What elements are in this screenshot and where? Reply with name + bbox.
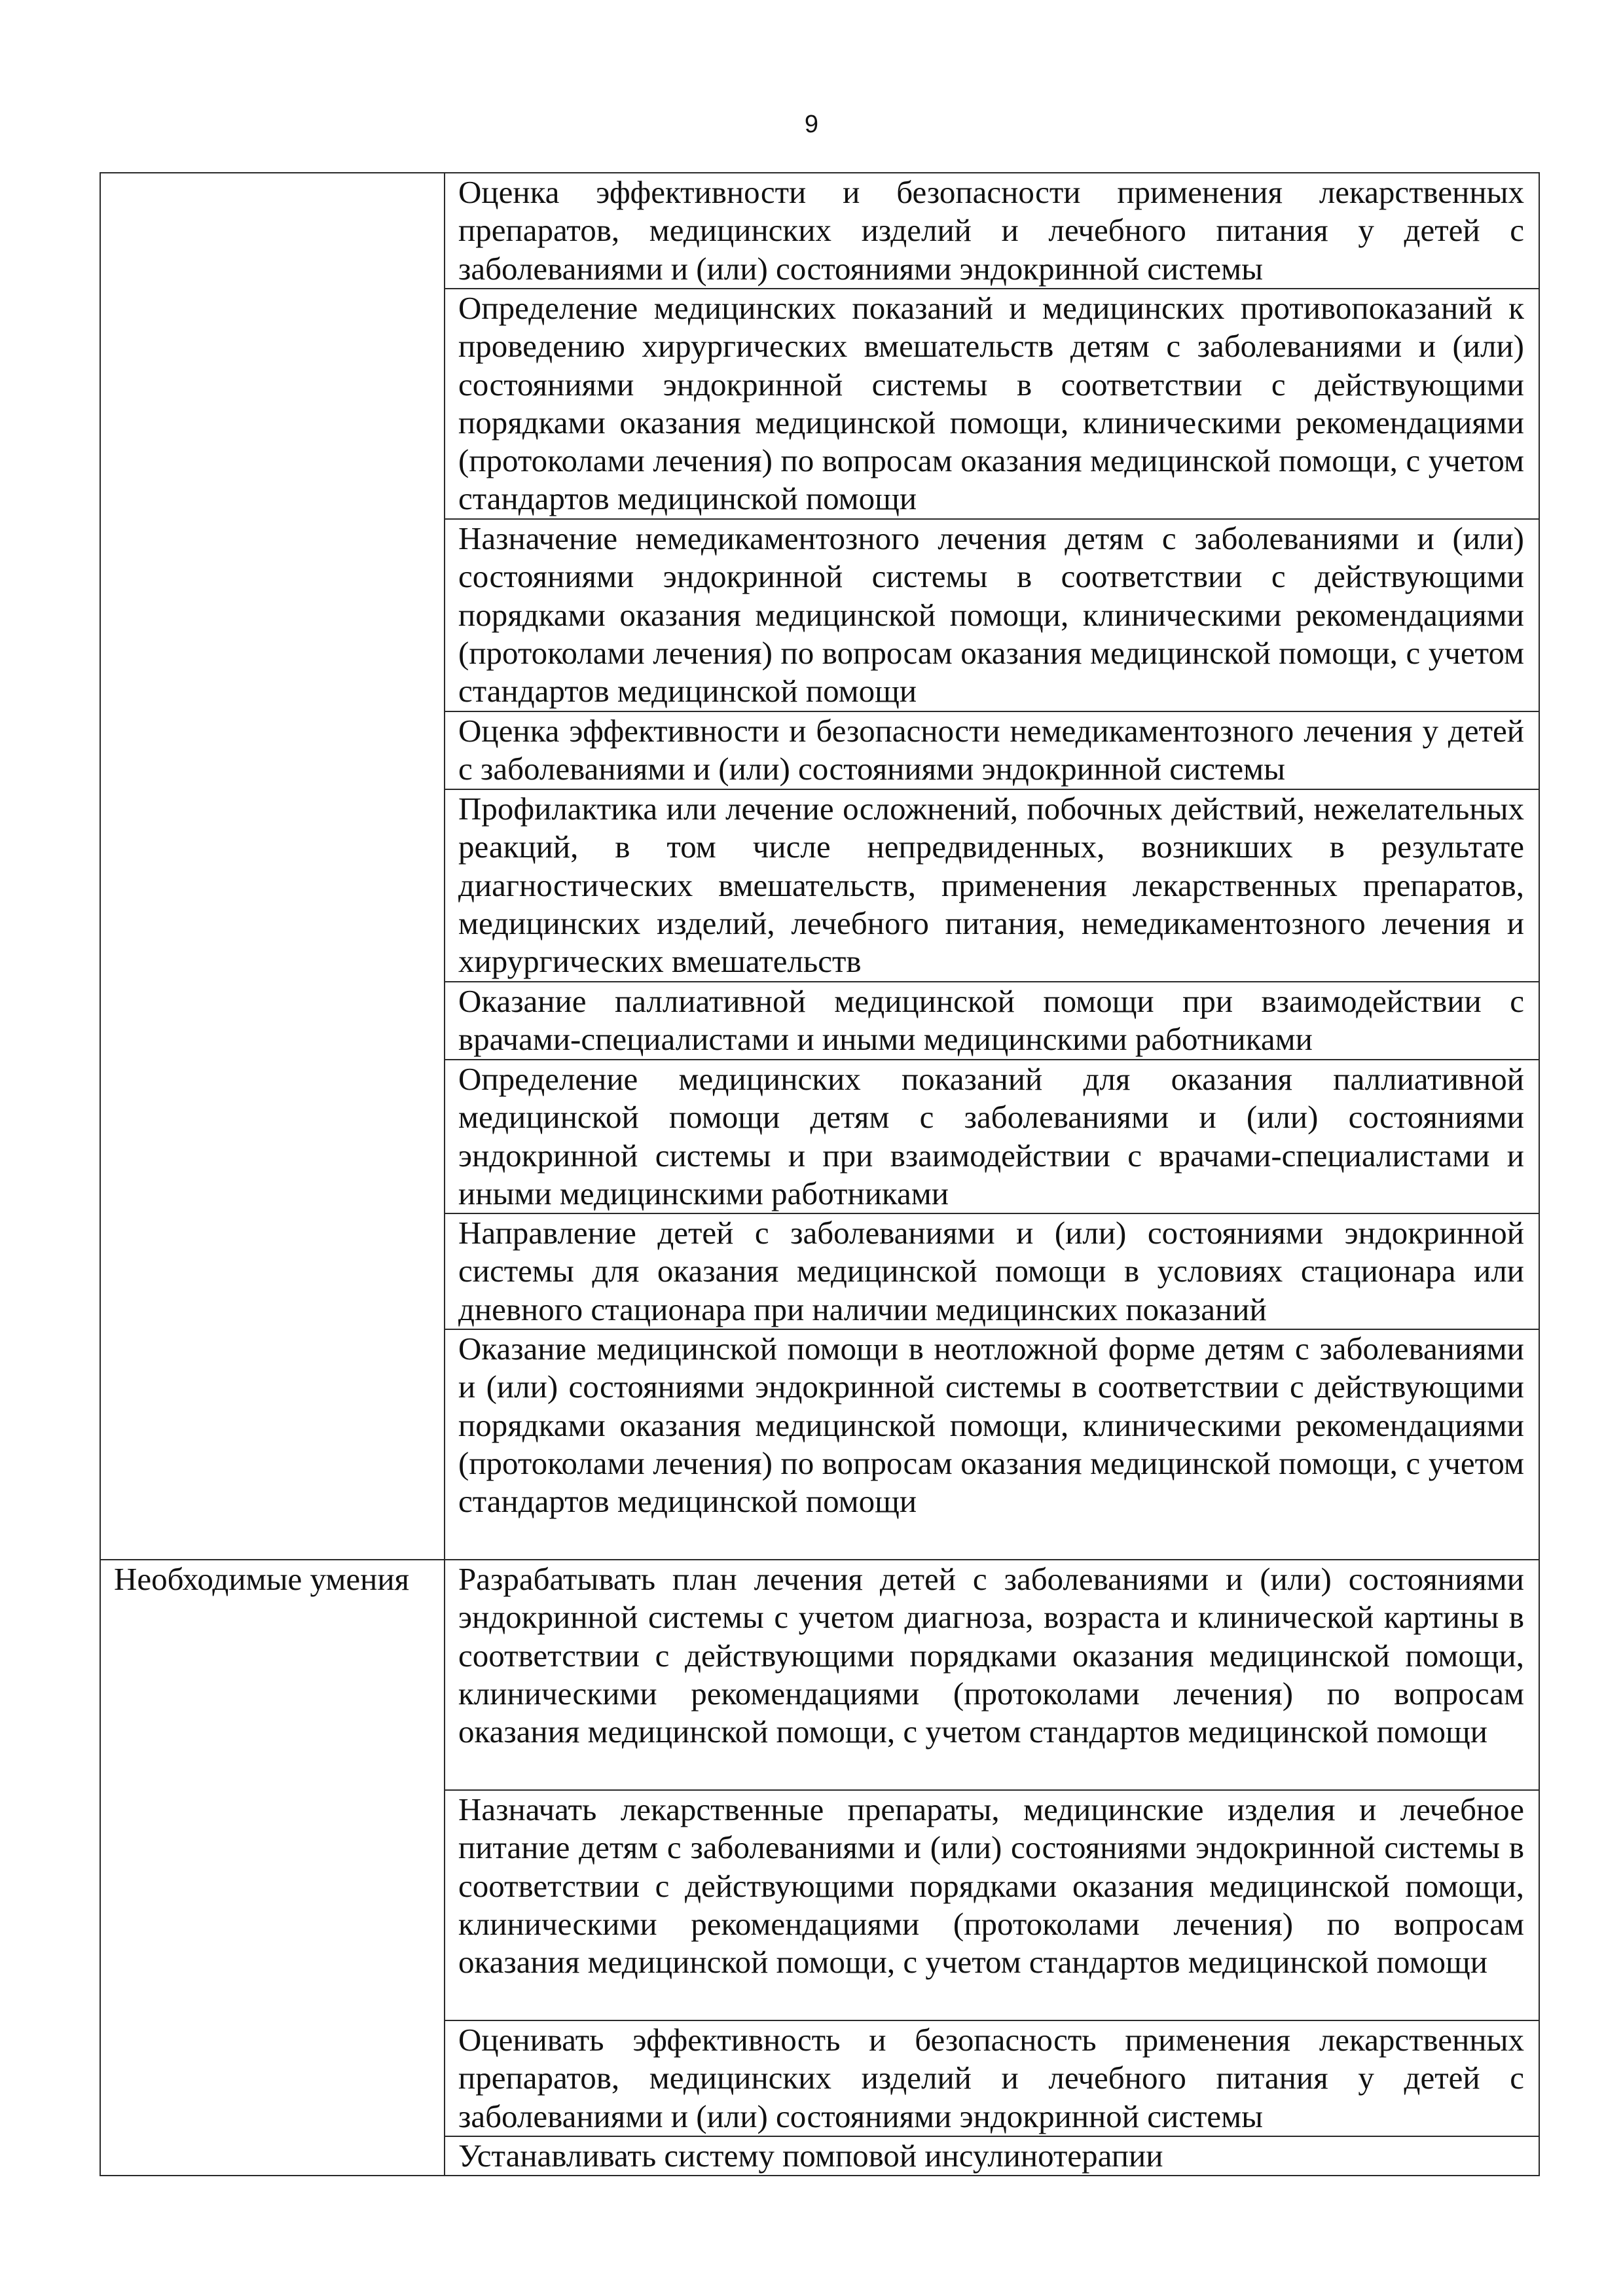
table-cell: Назначение немедикаментозного лечения детям с заболеваниями и (или) состояниями эндокринной системы в соответствии с действующими порядками оказания медицинской помощи, клиническими рекомендациями (протоколами лечения) по вопросам оказания медицинской помощи, с учетом стандартов медицинской помощи: [445, 519, 1539, 711]
table-cell: Оценка эффективности и безопасности применения лекарственных препаратов, медицинских изделий и лечебного питания у детей с заболеваниями и (или) состояниями эндокринной системы: [445, 173, 1539, 289]
table-cell: Определение медицинских показаний для оказания паллиативной медицинской помощи детям с заболеваниями и (или) состояниями эндокринной системы и при взаимодействии с врачами-специалистами и иными медицинскими работниками: [445, 1060, 1539, 1213]
table-cell: Определение медицинских показаний и медицинских противопоказаний к проведению хирургических вмешательств детям с заболеваниями и (или) состояниями эндокринной системы в соответствии с действующими порядками оказания медицинской помощи, клиническими рекомендациями (протоколами лечения) по вопросам оказания медицинской помощи, с учетом стандартов медицинской помощи: [445, 289, 1539, 519]
table-cell: Профилактика или лечение осложнений, побочных действий, нежелательных реакций, в том числе непредвиденных, возникших в результате диагностических вмешательств, применения лекарственных препаратов, медицинских изделий, лечебного питания, немедикаментозного лечения и хирургических вмешательств: [445, 789, 1539, 982]
table-row: [100, 173, 1539, 289]
table-cell: Направление детей с заболеваниями и (или) состояниями эндокринной системы для оказания медицинской помощи в условиях стационара или дневного стационара при наличии медицинских показаний: [445, 1213, 1539, 1329]
table-cell: Оказание паллиативной медицинской помощи при взаимодействии с врачами-специалистами и иными медицинскими работниками: [445, 982, 1539, 1060]
table-cell: Устанавливать систему помповой инсулинотерапии: [445, 2136, 1539, 2176]
section-label: Необходимые умения: [100, 1560, 445, 2176]
table-row: [100, 1560, 1539, 1790]
competency-table: [100, 172, 1540, 2176]
table-cell: Назначать лекарственные препараты, медицинские изделия и лечебное питание детям с заболеваниями и (или) состояниями эндокринной системы в соответствии с действующими порядками оказания медицинской помощи, клиническими рекомендациями (протоколами лечения) по вопросам оказания медицинской помощи, с учетом стандартов медицинской помощи: [445, 1790, 1539, 2020]
page-number: 9: [804, 111, 819, 138]
table-cell: Оценка эффективности и безопасности немедикаментозного лечения у детей с заболеваниями и (или) состояниями эндокринной системы: [445, 711, 1539, 789]
table-cell: Оказание медицинской помощи в неотложной форме детям с заболеваниями и (или) состояниями эндокринной системы в соответствии с действующими порядками оказания медицинской помощи, клиническими рекомендациями (протоколами лечения) по вопросам оказания медицинской помощи, с учетом стандартов медицинской помощи: [445, 1329, 1539, 1560]
table-cell: Оценивать эффективность и безопасность применения лекарственных препаратов, медицинских изделий и лечебного питания у детей с заболеваниями и (или) состояниями эндокринной системы: [445, 2020, 1539, 2136]
table-cell: Разрабатывать план лечения детей с заболеваниями и (или) состояниями эндокринной системы с учетом диагноза, возраста и клинической картины в соответствии с действующими порядками оказания медицинской помощи, клиническими рекомендациями (протоколами лечения) по вопросам оказания медицинской помощи, с учетом стандартов медицинской помощи: [445, 1560, 1539, 1790]
empty-label-cell: [100, 173, 445, 1560]
